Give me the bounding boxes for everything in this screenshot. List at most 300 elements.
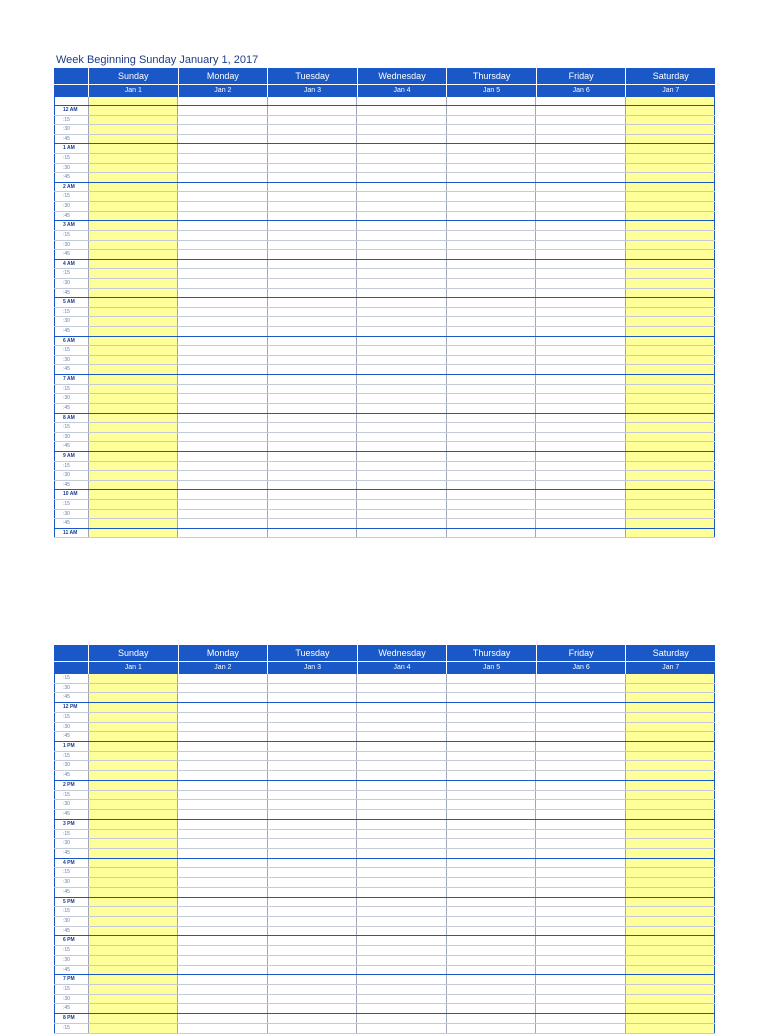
schedule-cell-wednesday[interactable] bbox=[356, 289, 445, 298]
schedule-cell-thursday[interactable] bbox=[446, 423, 535, 432]
schedule-cell-wednesday[interactable] bbox=[356, 703, 445, 712]
schedule-cell-wednesday[interactable] bbox=[356, 106, 445, 115]
schedule-cell-thursday[interactable] bbox=[446, 317, 535, 326]
schedule-cell-friday[interactable] bbox=[535, 859, 624, 868]
schedule-cell-wednesday[interactable] bbox=[356, 337, 445, 346]
schedule-cell-thursday[interactable] bbox=[446, 500, 535, 509]
schedule-cell-friday[interactable] bbox=[535, 414, 624, 423]
schedule-cell-friday[interactable] bbox=[535, 956, 624, 965]
schedule-cell-friday[interactable] bbox=[535, 985, 624, 994]
schedule-cell-sunday[interactable] bbox=[88, 985, 177, 994]
schedule-cell-sunday[interactable] bbox=[88, 192, 177, 201]
schedule-cell-friday[interactable] bbox=[535, 308, 624, 317]
schedule-cell-friday[interactable] bbox=[535, 907, 624, 916]
schedule-cell-saturday[interactable] bbox=[625, 1024, 715, 1033]
schedule-cell-tuesday[interactable] bbox=[267, 365, 356, 374]
schedule-cell-friday[interactable] bbox=[535, 385, 624, 394]
schedule-cell-thursday[interactable] bbox=[446, 144, 535, 153]
schedule-cell-sunday[interactable] bbox=[88, 849, 177, 858]
schedule-cell-monday[interactable] bbox=[177, 260, 266, 269]
schedule-cell-wednesday[interactable] bbox=[356, 414, 445, 423]
schedule-cell-wednesday[interactable] bbox=[356, 481, 445, 490]
schedule-cell-wednesday[interactable] bbox=[356, 135, 445, 144]
schedule-cell-thursday[interactable] bbox=[446, 452, 535, 461]
schedule-cell-sunday[interactable] bbox=[88, 500, 177, 509]
schedule-cell-sunday[interactable] bbox=[88, 771, 177, 780]
schedule-cell-saturday[interactable] bbox=[625, 97, 715, 105]
schedule-cell-thursday[interactable] bbox=[446, 761, 535, 770]
schedule-cell-thursday[interactable] bbox=[446, 519, 535, 528]
schedule-cell-saturday[interactable] bbox=[625, 154, 715, 163]
schedule-cell-friday[interactable] bbox=[535, 106, 624, 115]
schedule-cell-friday[interactable] bbox=[535, 404, 624, 413]
schedule-cell-saturday[interactable] bbox=[625, 868, 715, 877]
schedule-cell-tuesday[interactable] bbox=[267, 471, 356, 480]
schedule-cell-saturday[interactable] bbox=[625, 752, 715, 761]
schedule-cell-thursday[interactable] bbox=[446, 154, 535, 163]
schedule-cell-wednesday[interactable] bbox=[356, 490, 445, 499]
schedule-cell-friday[interactable] bbox=[535, 365, 624, 374]
schedule-cell-saturday[interactable] bbox=[625, 985, 715, 994]
schedule-cell-tuesday[interactable] bbox=[267, 260, 356, 269]
schedule-cell-tuesday[interactable] bbox=[267, 771, 356, 780]
schedule-cell-thursday[interactable] bbox=[446, 713, 535, 722]
schedule-cell-sunday[interactable] bbox=[88, 404, 177, 413]
schedule-cell-monday[interactable] bbox=[177, 732, 266, 741]
schedule-cell-tuesday[interactable] bbox=[267, 529, 356, 538]
schedule-cell-tuesday[interactable] bbox=[267, 385, 356, 394]
schedule-cell-tuesday[interactable] bbox=[267, 212, 356, 221]
schedule-cell-wednesday[interactable] bbox=[356, 241, 445, 250]
schedule-cell-saturday[interactable] bbox=[625, 471, 715, 480]
schedule-cell-wednesday[interactable] bbox=[356, 317, 445, 326]
schedule-cell-sunday[interactable] bbox=[88, 1004, 177, 1013]
schedule-cell-friday[interactable] bbox=[535, 946, 624, 955]
schedule-cell-tuesday[interactable] bbox=[267, 346, 356, 355]
schedule-cell-sunday[interactable] bbox=[88, 414, 177, 423]
schedule-cell-sunday[interactable] bbox=[88, 761, 177, 770]
schedule-cell-monday[interactable] bbox=[177, 1004, 266, 1013]
schedule-cell-friday[interactable] bbox=[535, 241, 624, 250]
schedule-cell-wednesday[interactable] bbox=[356, 810, 445, 819]
schedule-cell-tuesday[interactable] bbox=[267, 800, 356, 809]
schedule-cell-friday[interactable] bbox=[535, 995, 624, 1004]
schedule-cell-wednesday[interactable] bbox=[356, 723, 445, 732]
schedule-cell-monday[interactable] bbox=[177, 433, 266, 442]
schedule-cell-wednesday[interactable] bbox=[356, 975, 445, 984]
schedule-cell-sunday[interactable] bbox=[88, 375, 177, 384]
schedule-cell-friday[interactable] bbox=[535, 936, 624, 945]
schedule-cell-thursday[interactable] bbox=[446, 888, 535, 897]
schedule-cell-saturday[interactable] bbox=[625, 192, 715, 201]
schedule-cell-wednesday[interactable] bbox=[356, 452, 445, 461]
schedule-cell-tuesday[interactable] bbox=[267, 394, 356, 403]
schedule-cell-sunday[interactable] bbox=[88, 839, 177, 848]
schedule-cell-monday[interactable] bbox=[177, 125, 266, 134]
schedule-cell-friday[interactable] bbox=[535, 125, 624, 134]
schedule-cell-tuesday[interactable] bbox=[267, 849, 356, 858]
schedule-cell-tuesday[interactable] bbox=[267, 713, 356, 722]
schedule-cell-friday[interactable] bbox=[535, 317, 624, 326]
schedule-cell-monday[interactable] bbox=[177, 221, 266, 230]
schedule-cell-thursday[interactable] bbox=[446, 781, 535, 790]
schedule-cell-saturday[interactable] bbox=[625, 820, 715, 829]
schedule-cell-tuesday[interactable] bbox=[267, 433, 356, 442]
schedule-cell-monday[interactable] bbox=[177, 385, 266, 394]
schedule-cell-saturday[interactable] bbox=[625, 356, 715, 365]
schedule-cell-saturday[interactable] bbox=[625, 966, 715, 975]
schedule-cell-saturday[interactable] bbox=[625, 442, 715, 451]
schedule-cell-thursday[interactable] bbox=[446, 481, 535, 490]
schedule-cell-friday[interactable] bbox=[535, 298, 624, 307]
schedule-cell-monday[interactable] bbox=[177, 144, 266, 153]
schedule-cell-thursday[interactable] bbox=[446, 327, 535, 336]
schedule-cell-sunday[interactable] bbox=[88, 742, 177, 751]
schedule-cell-monday[interactable] bbox=[177, 878, 266, 887]
schedule-cell-sunday[interactable] bbox=[88, 713, 177, 722]
schedule-cell-thursday[interactable] bbox=[446, 298, 535, 307]
schedule-cell-saturday[interactable] bbox=[625, 279, 715, 288]
schedule-cell-tuesday[interactable] bbox=[267, 289, 356, 298]
schedule-cell-sunday[interactable] bbox=[88, 830, 177, 839]
schedule-cell-monday[interactable] bbox=[177, 820, 266, 829]
schedule-cell-saturday[interactable] bbox=[625, 433, 715, 442]
schedule-cell-saturday[interactable] bbox=[625, 289, 715, 298]
schedule-cell-thursday[interactable] bbox=[446, 231, 535, 240]
schedule-cell-sunday[interactable] bbox=[88, 144, 177, 153]
schedule-cell-tuesday[interactable] bbox=[267, 135, 356, 144]
schedule-cell-tuesday[interactable] bbox=[267, 375, 356, 384]
schedule-cell-sunday[interactable] bbox=[88, 684, 177, 693]
schedule-cell-monday[interactable] bbox=[177, 1014, 266, 1023]
schedule-cell-thursday[interactable] bbox=[446, 279, 535, 288]
schedule-cell-sunday[interactable] bbox=[88, 183, 177, 192]
schedule-cell-friday[interactable] bbox=[535, 839, 624, 848]
schedule-cell-saturday[interactable] bbox=[625, 888, 715, 897]
schedule-cell-saturday[interactable] bbox=[625, 500, 715, 509]
schedule-cell-monday[interactable] bbox=[177, 298, 266, 307]
schedule-cell-wednesday[interactable] bbox=[356, 849, 445, 858]
schedule-cell-thursday[interactable] bbox=[446, 907, 535, 916]
schedule-cell-friday[interactable] bbox=[535, 154, 624, 163]
schedule-cell-sunday[interactable] bbox=[88, 888, 177, 897]
schedule-cell-thursday[interactable] bbox=[446, 385, 535, 394]
schedule-cell-wednesday[interactable] bbox=[356, 898, 445, 907]
schedule-cell-saturday[interactable] bbox=[625, 956, 715, 965]
schedule-cell-monday[interactable] bbox=[177, 106, 266, 115]
schedule-cell-wednesday[interactable] bbox=[356, 298, 445, 307]
schedule-cell-thursday[interactable] bbox=[446, 289, 535, 298]
schedule-cell-thursday[interactable] bbox=[446, 1024, 535, 1033]
schedule-cell-wednesday[interactable] bbox=[356, 1004, 445, 1013]
schedule-cell-monday[interactable] bbox=[177, 135, 266, 144]
schedule-cell-wednesday[interactable] bbox=[356, 732, 445, 741]
schedule-cell-sunday[interactable] bbox=[88, 164, 177, 173]
schedule-cell-tuesday[interactable] bbox=[267, 1004, 356, 1013]
schedule-cell-sunday[interactable] bbox=[88, 471, 177, 480]
schedule-cell-monday[interactable] bbox=[177, 936, 266, 945]
schedule-cell-thursday[interactable] bbox=[446, 97, 535, 105]
schedule-cell-thursday[interactable] bbox=[446, 164, 535, 173]
schedule-cell-wednesday[interactable] bbox=[356, 375, 445, 384]
schedule-cell-thursday[interactable] bbox=[446, 839, 535, 848]
schedule-cell-thursday[interactable] bbox=[446, 183, 535, 192]
schedule-cell-thursday[interactable] bbox=[446, 404, 535, 413]
schedule-cell-wednesday[interactable] bbox=[356, 260, 445, 269]
schedule-cell-thursday[interactable] bbox=[446, 800, 535, 809]
schedule-cell-monday[interactable] bbox=[177, 849, 266, 858]
schedule-cell-sunday[interactable] bbox=[88, 462, 177, 471]
schedule-cell-tuesday[interactable] bbox=[267, 241, 356, 250]
schedule-cell-saturday[interactable] bbox=[625, 462, 715, 471]
schedule-cell-wednesday[interactable] bbox=[356, 356, 445, 365]
schedule-cell-tuesday[interactable] bbox=[267, 183, 356, 192]
schedule-cell-monday[interactable] bbox=[177, 888, 266, 897]
schedule-cell-sunday[interactable] bbox=[88, 250, 177, 259]
schedule-cell-wednesday[interactable] bbox=[356, 433, 445, 442]
schedule-cell-sunday[interactable] bbox=[88, 946, 177, 955]
schedule-cell-sunday[interactable] bbox=[88, 674, 177, 683]
schedule-cell-friday[interactable] bbox=[535, 192, 624, 201]
schedule-cell-wednesday[interactable] bbox=[356, 995, 445, 1004]
schedule-cell-saturday[interactable] bbox=[625, 510, 715, 519]
schedule-cell-tuesday[interactable] bbox=[267, 164, 356, 173]
schedule-cell-friday[interactable] bbox=[535, 500, 624, 509]
schedule-cell-saturday[interactable] bbox=[625, 125, 715, 134]
schedule-cell-friday[interactable] bbox=[535, 761, 624, 770]
schedule-cell-wednesday[interactable] bbox=[356, 839, 445, 848]
schedule-cell-tuesday[interactable] bbox=[267, 878, 356, 887]
schedule-cell-tuesday[interactable] bbox=[267, 356, 356, 365]
schedule-cell-friday[interactable] bbox=[535, 723, 624, 732]
schedule-cell-thursday[interactable] bbox=[446, 966, 535, 975]
schedule-cell-monday[interactable] bbox=[177, 510, 266, 519]
schedule-cell-thursday[interactable] bbox=[446, 732, 535, 741]
schedule-cell-saturday[interactable] bbox=[625, 878, 715, 887]
schedule-cell-monday[interactable] bbox=[177, 212, 266, 221]
schedule-cell-saturday[interactable] bbox=[625, 693, 715, 702]
schedule-cell-saturday[interactable] bbox=[625, 927, 715, 936]
schedule-cell-monday[interactable] bbox=[177, 752, 266, 761]
schedule-cell-saturday[interactable] bbox=[625, 183, 715, 192]
schedule-cell-tuesday[interactable] bbox=[267, 173, 356, 182]
schedule-cell-thursday[interactable] bbox=[446, 202, 535, 211]
schedule-cell-wednesday[interactable] bbox=[356, 394, 445, 403]
schedule-cell-thursday[interactable] bbox=[446, 308, 535, 317]
schedule-cell-friday[interactable] bbox=[535, 1014, 624, 1023]
schedule-cell-tuesday[interactable] bbox=[267, 966, 356, 975]
schedule-cell-saturday[interactable] bbox=[625, 936, 715, 945]
schedule-cell-tuesday[interactable] bbox=[267, 202, 356, 211]
schedule-cell-tuesday[interactable] bbox=[267, 308, 356, 317]
schedule-cell-wednesday[interactable] bbox=[356, 519, 445, 528]
schedule-cell-friday[interactable] bbox=[535, 250, 624, 259]
schedule-cell-tuesday[interactable] bbox=[267, 810, 356, 819]
schedule-cell-wednesday[interactable] bbox=[356, 946, 445, 955]
schedule-cell-saturday[interactable] bbox=[625, 849, 715, 858]
schedule-cell-thursday[interactable] bbox=[446, 830, 535, 839]
schedule-cell-sunday[interactable] bbox=[88, 289, 177, 298]
schedule-cell-friday[interactable] bbox=[535, 327, 624, 336]
schedule-cell-thursday[interactable] bbox=[446, 791, 535, 800]
schedule-cell-friday[interactable] bbox=[535, 135, 624, 144]
schedule-cell-wednesday[interactable] bbox=[356, 800, 445, 809]
schedule-cell-monday[interactable] bbox=[177, 346, 266, 355]
schedule-cell-thursday[interactable] bbox=[446, 917, 535, 926]
schedule-cell-tuesday[interactable] bbox=[267, 452, 356, 461]
schedule-cell-saturday[interactable] bbox=[625, 907, 715, 916]
schedule-cell-saturday[interactable] bbox=[625, 490, 715, 499]
schedule-cell-tuesday[interactable] bbox=[267, 761, 356, 770]
schedule-cell-thursday[interactable] bbox=[446, 849, 535, 858]
schedule-cell-saturday[interactable] bbox=[625, 423, 715, 432]
schedule-cell-monday[interactable] bbox=[177, 956, 266, 965]
schedule-cell-friday[interactable] bbox=[535, 279, 624, 288]
schedule-cell-sunday[interactable] bbox=[88, 898, 177, 907]
schedule-cell-saturday[interactable] bbox=[625, 519, 715, 528]
schedule-cell-sunday[interactable] bbox=[88, 125, 177, 134]
schedule-cell-wednesday[interactable] bbox=[356, 820, 445, 829]
schedule-cell-wednesday[interactable] bbox=[356, 202, 445, 211]
schedule-cell-monday[interactable] bbox=[177, 317, 266, 326]
schedule-cell-sunday[interactable] bbox=[88, 317, 177, 326]
schedule-cell-sunday[interactable] bbox=[88, 966, 177, 975]
schedule-cell-monday[interactable] bbox=[177, 250, 266, 259]
schedule-cell-sunday[interactable] bbox=[88, 356, 177, 365]
schedule-cell-friday[interactable] bbox=[535, 394, 624, 403]
schedule-cell-wednesday[interactable] bbox=[356, 183, 445, 192]
schedule-cell-saturday[interactable] bbox=[625, 308, 715, 317]
schedule-cell-thursday[interactable] bbox=[446, 674, 535, 683]
schedule-cell-tuesday[interactable] bbox=[267, 936, 356, 945]
schedule-cell-monday[interactable] bbox=[177, 365, 266, 374]
schedule-cell-monday[interactable] bbox=[177, 337, 266, 346]
schedule-cell-saturday[interactable] bbox=[625, 375, 715, 384]
schedule-cell-wednesday[interactable] bbox=[356, 471, 445, 480]
schedule-cell-wednesday[interactable] bbox=[356, 500, 445, 509]
schedule-cell-saturday[interactable] bbox=[625, 1004, 715, 1013]
schedule-cell-friday[interactable] bbox=[535, 337, 624, 346]
schedule-cell-wednesday[interactable] bbox=[356, 1014, 445, 1023]
schedule-cell-saturday[interactable] bbox=[625, 898, 715, 907]
schedule-cell-tuesday[interactable] bbox=[267, 781, 356, 790]
schedule-cell-sunday[interactable] bbox=[88, 878, 177, 887]
schedule-cell-tuesday[interactable] bbox=[267, 927, 356, 936]
schedule-cell-thursday[interactable] bbox=[446, 956, 535, 965]
schedule-cell-wednesday[interactable] bbox=[356, 221, 445, 230]
schedule-cell-saturday[interactable] bbox=[625, 781, 715, 790]
schedule-cell-wednesday[interactable] bbox=[356, 674, 445, 683]
schedule-cell-monday[interactable] bbox=[177, 183, 266, 192]
schedule-cell-wednesday[interactable] bbox=[356, 830, 445, 839]
schedule-cell-tuesday[interactable] bbox=[267, 231, 356, 240]
schedule-cell-friday[interactable] bbox=[535, 202, 624, 211]
schedule-cell-thursday[interactable] bbox=[446, 752, 535, 761]
schedule-cell-wednesday[interactable] bbox=[356, 164, 445, 173]
schedule-cell-tuesday[interactable] bbox=[267, 404, 356, 413]
schedule-cell-thursday[interactable] bbox=[446, 116, 535, 125]
schedule-cell-thursday[interactable] bbox=[446, 269, 535, 278]
schedule-cell-monday[interactable] bbox=[177, 375, 266, 384]
schedule-cell-sunday[interactable] bbox=[88, 1014, 177, 1023]
schedule-cell-monday[interactable] bbox=[177, 791, 266, 800]
schedule-cell-sunday[interactable] bbox=[88, 327, 177, 336]
schedule-cell-tuesday[interactable] bbox=[267, 500, 356, 509]
schedule-cell-sunday[interactable] bbox=[88, 154, 177, 163]
schedule-cell-monday[interactable] bbox=[177, 868, 266, 877]
schedule-cell-monday[interactable] bbox=[177, 279, 266, 288]
schedule-cell-thursday[interactable] bbox=[446, 868, 535, 877]
schedule-cell-wednesday[interactable] bbox=[356, 231, 445, 240]
schedule-cell-wednesday[interactable] bbox=[356, 365, 445, 374]
schedule-cell-thursday[interactable] bbox=[446, 1004, 535, 1013]
schedule-cell-tuesday[interactable] bbox=[267, 337, 356, 346]
schedule-cell-saturday[interactable] bbox=[625, 791, 715, 800]
schedule-cell-wednesday[interactable] bbox=[356, 97, 445, 105]
schedule-cell-thursday[interactable] bbox=[446, 260, 535, 269]
schedule-cell-friday[interactable] bbox=[535, 830, 624, 839]
schedule-cell-thursday[interactable] bbox=[446, 742, 535, 751]
schedule-cell-friday[interactable] bbox=[535, 212, 624, 221]
schedule-cell-saturday[interactable] bbox=[625, 946, 715, 955]
schedule-cell-monday[interactable] bbox=[177, 781, 266, 790]
schedule-cell-tuesday[interactable] bbox=[267, 97, 356, 105]
schedule-cell-monday[interactable] bbox=[177, 946, 266, 955]
schedule-cell-friday[interactable] bbox=[535, 423, 624, 432]
schedule-cell-wednesday[interactable] bbox=[356, 878, 445, 887]
schedule-cell-tuesday[interactable] bbox=[267, 888, 356, 897]
schedule-cell-thursday[interactable] bbox=[446, 975, 535, 984]
schedule-cell-monday[interactable] bbox=[177, 500, 266, 509]
schedule-cell-thursday[interactable] bbox=[446, 125, 535, 134]
schedule-cell-monday[interactable] bbox=[177, 995, 266, 1004]
schedule-cell-friday[interactable] bbox=[535, 173, 624, 182]
schedule-cell-thursday[interactable] bbox=[446, 878, 535, 887]
schedule-cell-saturday[interactable] bbox=[625, 481, 715, 490]
schedule-cell-thursday[interactable] bbox=[446, 394, 535, 403]
schedule-cell-sunday[interactable] bbox=[88, 810, 177, 819]
schedule-cell-thursday[interactable] bbox=[446, 490, 535, 499]
schedule-cell-thursday[interactable] bbox=[446, 241, 535, 250]
schedule-cell-friday[interactable] bbox=[535, 269, 624, 278]
schedule-cell-friday[interactable] bbox=[535, 462, 624, 471]
schedule-cell-sunday[interactable] bbox=[88, 510, 177, 519]
schedule-cell-saturday[interactable] bbox=[625, 800, 715, 809]
schedule-cell-friday[interactable] bbox=[535, 260, 624, 269]
schedule-cell-tuesday[interactable] bbox=[267, 752, 356, 761]
schedule-cell-tuesday[interactable] bbox=[267, 907, 356, 916]
schedule-cell-wednesday[interactable] bbox=[356, 212, 445, 221]
schedule-cell-wednesday[interactable] bbox=[356, 116, 445, 125]
schedule-cell-thursday[interactable] bbox=[446, 510, 535, 519]
schedule-cell-thursday[interactable] bbox=[446, 723, 535, 732]
schedule-cell-saturday[interactable] bbox=[625, 830, 715, 839]
schedule-cell-sunday[interactable] bbox=[88, 202, 177, 211]
schedule-cell-saturday[interactable] bbox=[625, 713, 715, 722]
schedule-cell-tuesday[interactable] bbox=[267, 946, 356, 955]
schedule-cell-saturday[interactable] bbox=[625, 839, 715, 848]
schedule-cell-saturday[interactable] bbox=[625, 1014, 715, 1023]
schedule-cell-monday[interactable] bbox=[177, 674, 266, 683]
schedule-cell-saturday[interactable] bbox=[625, 221, 715, 230]
schedule-cell-friday[interactable] bbox=[535, 849, 624, 858]
schedule-cell-thursday[interactable] bbox=[446, 985, 535, 994]
schedule-cell-sunday[interactable] bbox=[88, 231, 177, 240]
schedule-cell-thursday[interactable] bbox=[446, 212, 535, 221]
schedule-cell-monday[interactable] bbox=[177, 394, 266, 403]
schedule-cell-saturday[interactable] bbox=[625, 106, 715, 115]
schedule-cell-tuesday[interactable] bbox=[267, 481, 356, 490]
